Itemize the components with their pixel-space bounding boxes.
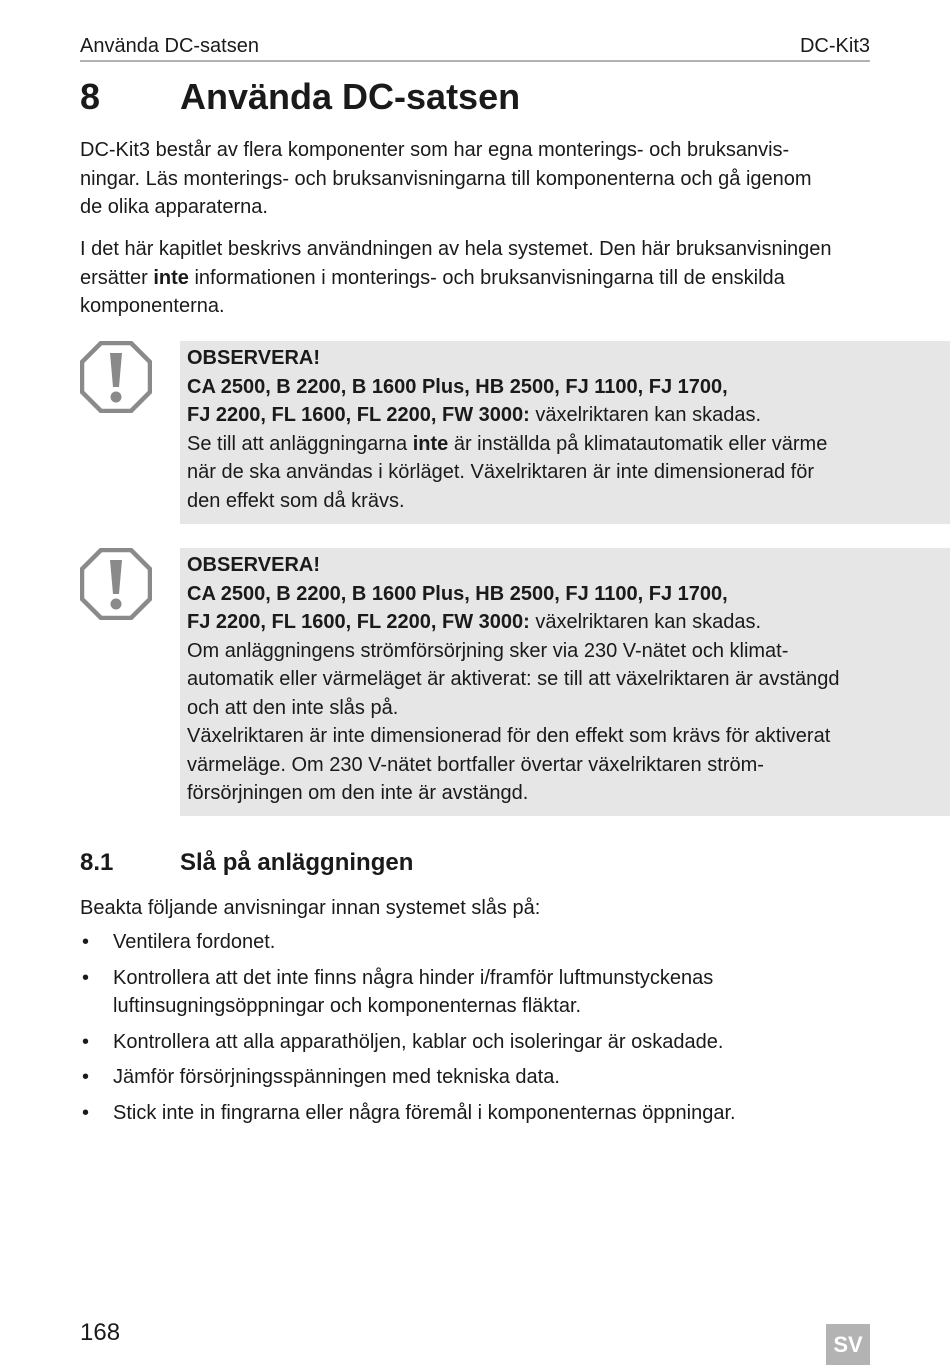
bullet-icon: • (82, 931, 90, 953)
intro-p1-line-1: DC-Kit3 består av flera komponenter som har egna monterings- och bruksanvis- (80, 139, 790, 161)
list-item (80, 964, 870, 1021)
language-tab: SV (826, 1324, 870, 1365)
notice-2-warning-text: växelriktaren kan skadas. (529, 611, 762, 633)
intro-p2-line-2-post: informationen i monterings- och bruksanvisningarna till de enskilda (188, 266, 785, 289)
list-item (80, 1028, 870, 1057)
list-item (80, 928, 870, 957)
bullet-icon: • (82, 1030, 90, 1053)
chapter-heading (80, 72, 520, 122)
notice-1-title: OBSERVERA! (187, 347, 320, 369)
intro-p1-line-2: ningar. Läs monterings- och bruksanvisningarna till komponenterna och gå igenom (80, 167, 812, 190)
intro-p2-line-1: I det här kapitlet beskrivs användningen av hela systemet. Den här bruksanvisningen (80, 238, 832, 260)
chapter-title: Använda DC-satsen (180, 76, 521, 117)
header-product-name: DC-Kit3 (799, 35, 870, 57)
chapter-number: 8 (80, 76, 101, 117)
notice-2-line: automatik eller värmeläget är aktiverat: se till att växelriktaren är avstängd (187, 668, 840, 690)
intro-paragraph-2 (80, 235, 870, 321)
bullet-icon: • (82, 1066, 90, 1088)
notice-1-models-line-2: FJ 2200, FL 1600, FL 2200, FW 3000: (187, 404, 530, 426)
section-lead: Beakta följande anvisningar innan systemet slås på: (80, 897, 541, 919)
warning-octagon-icon (80, 341, 152, 413)
running-header (80, 30, 870, 62)
section-heading (80, 846, 413, 880)
notice-box-1 (180, 341, 950, 524)
header-section-title: Använda DC-satsen (80, 35, 259, 57)
warning-octagon-icon (80, 548, 152, 620)
notice-2-title: OBSERVERA! (187, 554, 320, 576)
notice-1-line-4-post: är inställda på klimatautomatik eller värme (448, 432, 828, 455)
notice-2-line: försörjningen om den inte är avstängd. (187, 782, 529, 804)
list-item (80, 1063, 870, 1092)
list-item-text: Jämför försörjningsspänningen med tekniska data. (113, 1066, 560, 1088)
list-item-text: Kontrollera att alla apparathöljen, kablar och isoleringar är oskadade. (113, 1030, 724, 1053)
notice-1-line-4-pre: Se till att anläggningarna (187, 432, 413, 455)
notice-2-line: värmeläge. Om 230 V-nätet bortfaller övertar växelriktaren ström- (187, 753, 764, 776)
notice-1-line-6: den effekt som då krävs. (187, 489, 405, 512)
notice-1-warning-text: växelriktaren kan skadas. (529, 404, 762, 426)
intro-p2-emphasis: inte (153, 266, 189, 289)
intro-paragraph-1 (80, 136, 870, 222)
section-title: Slå på anläggningen (180, 849, 414, 876)
intro-p2-line-3: komponenterna. (80, 295, 225, 317)
bullet-icon: • (82, 966, 90, 989)
list-item-text: Kontrollera att det inte finns några hinder i/framför luftmunstyckenas luftinsugningsöppningar och komponenternas fläktar. (113, 966, 714, 1017)
instruction-list (80, 928, 870, 1134)
intro-p1-line-3: de olika apparaterna. (80, 196, 268, 218)
notice-2-line: Växelriktaren är inte dimensionerad för den effekt som krävs för aktiverat (187, 725, 831, 747)
notice-2-line: och att den inte slås på. (187, 696, 399, 719)
notice-2-models-line-2: FJ 2200, FL 1600, FL 2200, FW 3000: (187, 611, 530, 633)
section-number: 8.1 (80, 849, 114, 876)
intro-p2-line-2-pre: ersätter (80, 266, 154, 289)
page-number: 168 (80, 1319, 121, 1346)
notice-box-2 (180, 548, 950, 816)
notice-1-emphasis: inte (412, 432, 449, 455)
list-item-text: Ventilera fordonet. (113, 931, 276, 953)
notice-2-models-line-1: CA 2500, B 2200, B 1600 Plus, HB 2500, FJ 1100, FJ 1700, (187, 582, 728, 605)
list-item (80, 1099, 870, 1128)
notice-2-line: Om anläggningens strömförsörjning sker via 230 V-nätet och klimat- (187, 639, 789, 662)
list-item-text: Stick inte in fingrarna eller några föremål i komponenternas öppningar. (113, 1101, 736, 1124)
notice-1-models-line-1: CA 2500, B 2200, B 1600 Plus, HB 2500, FJ 1100, FJ 1700, (187, 375, 728, 398)
notice-1-line-5: när de ska användas i körläget. Växelriktaren är inte dimensionerad för (187, 461, 815, 483)
bullet-icon: • (82, 1101, 90, 1124)
